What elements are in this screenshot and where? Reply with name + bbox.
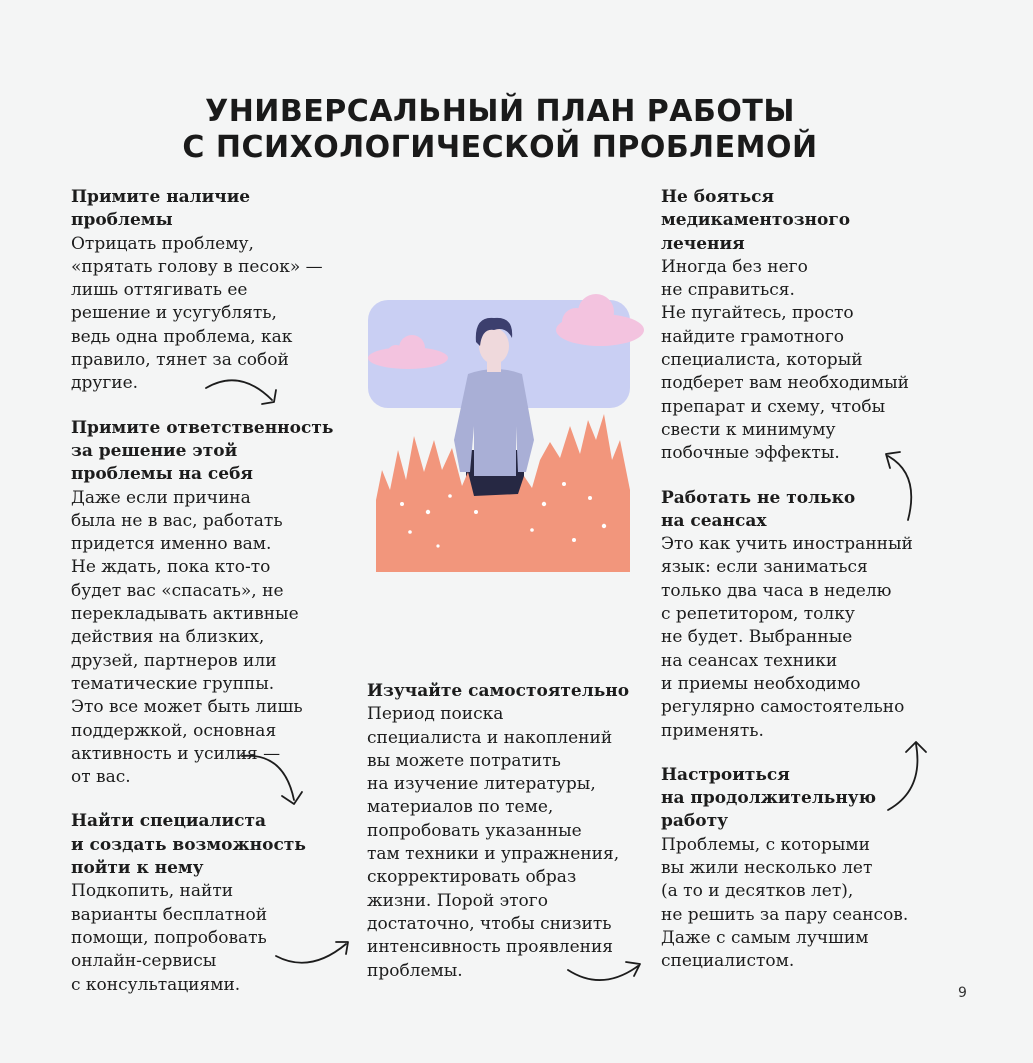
body-line: от вас. <box>71 767 131 788</box>
body-line: друзей, партнеров или <box>71 650 277 671</box>
illustration-person-in-grass <box>368 290 644 580</box>
step-heading <box>71 810 361 880</box>
body-line: и приемы необходимо <box>661 673 861 694</box>
step-heading <box>367 680 657 703</box>
body-line: правило, тянет за собой <box>71 350 289 371</box>
body-line: поддержкой, основная <box>71 720 277 741</box>
body-line: перекладывать активные <box>71 604 299 625</box>
curved-arrow-icon <box>272 932 356 976</box>
body-line: язык: если заниматься <box>661 557 868 578</box>
curved-arrow-icon <box>238 748 310 814</box>
curved-arrow-icon <box>878 442 928 526</box>
step-heading <box>661 186 951 256</box>
heading-line: проблемы <box>71 210 173 231</box>
heading-line: Настроиться <box>661 764 790 785</box>
body-line: не справиться. <box>661 280 795 301</box>
body-line: Не ждать, пока кто-то <box>71 557 271 578</box>
heading-line: на сеансах <box>661 510 767 531</box>
step-body <box>661 834 951 974</box>
right-column <box>661 186 951 995</box>
body-line: ведь одна проблема, как <box>71 326 293 347</box>
body-line: онлайн-сервисы <box>71 951 217 972</box>
body-line: скорректировать образ <box>367 867 577 888</box>
heading-line: на продолжительную <box>661 788 877 809</box>
body-line: Это как учить иностранный <box>661 534 913 555</box>
body-line: регулярно самостоятельно <box>661 697 905 718</box>
heading-line: Не бояться <box>661 187 775 207</box>
body-line: действия на близких, <box>71 627 265 648</box>
body-line: варианты бесплатной <box>71 904 268 925</box>
body-line: была не в вас, работать <box>71 510 283 531</box>
body-line: вы можете потратить <box>367 750 561 771</box>
curved-arrow-icon <box>564 950 648 994</box>
body-line: будет вас «спасать», не <box>71 580 284 601</box>
body-line: Не пугайтесь, просто <box>661 303 854 324</box>
body-line: побочные эффекты. <box>661 443 840 464</box>
heading-line: медикаментозного <box>661 210 851 231</box>
body-line: достаточно, чтобы снизить <box>367 913 612 934</box>
body-line: там техники и упражнения, <box>367 844 620 865</box>
heading-line: за решение этой <box>71 440 238 461</box>
body-line: специалиста, который <box>661 350 863 371</box>
heading-line: лечения <box>661 233 745 254</box>
step-body <box>661 256 951 466</box>
body-line: не решить за пару сеансов. <box>661 904 909 925</box>
body-line: с консультациями. <box>71 974 241 995</box>
page-number: 9 <box>958 985 967 1001</box>
heading-line: проблемы на себя <box>71 464 253 485</box>
heading-line: и создать возможность <box>71 834 306 855</box>
body-line: другие. <box>71 373 139 394</box>
body-line: найдите грамотного <box>661 326 844 347</box>
body-line: Даже если причина <box>71 487 251 508</box>
body-line: активность и усилия — <box>71 743 281 764</box>
heading-line: Найти специалиста <box>71 811 267 832</box>
page-title <box>0 94 1000 166</box>
body-line: специалиста и накоплений <box>367 727 613 748</box>
body-line: попробовать указанные <box>367 820 582 841</box>
step-heading <box>71 417 361 487</box>
curved-arrow-icon <box>880 734 940 816</box>
heading-line: Примите ответственность <box>71 417 334 438</box>
body-line: подберет вам необходимый <box>661 373 909 394</box>
body-line: интенсивность проявления <box>367 937 614 958</box>
heading-line: Примите наличие <box>71 187 251 207</box>
step-body <box>367 703 657 983</box>
body-line: придется именно вам. <box>71 534 272 555</box>
body-line: решение и усугублять, <box>71 303 277 324</box>
step-self-study <box>367 680 657 983</box>
step-body <box>71 487 361 790</box>
heading-line: Работать не только <box>661 487 856 508</box>
curved-arrow-icon <box>200 370 290 420</box>
body-line: с репетитором, толку <box>661 604 855 625</box>
body-line: жизни. Порой этого <box>367 890 548 911</box>
body-line: материалов по теме, <box>367 797 554 818</box>
body-line: препарат и схему, чтобы <box>661 396 886 417</box>
body-line: тематические группы. <box>71 673 275 694</box>
body-line: Даже с самым лучшим <box>661 927 869 948</box>
step-accept-responsibility <box>71 417 361 790</box>
left-column <box>71 186 361 1018</box>
body-line: Это все может быть лишь <box>71 697 303 718</box>
heading-line: работу <box>661 811 728 832</box>
body-line: на сеансах техники <box>661 650 838 671</box>
body-line: Подкопить, найти <box>71 881 234 902</box>
body-line: (а то и десятков лет), <box>661 881 854 902</box>
body-line: не будет. Выбранные <box>661 627 853 648</box>
body-line: Период поиска <box>367 704 504 725</box>
heading-line: Изучайте самостоятельно <box>367 681 630 701</box>
step-accept-problem <box>71 186 361 396</box>
body-line: только два часа в неделю <box>661 580 892 601</box>
body-line: Проблемы, с которыми <box>661 834 870 855</box>
body-line: свести к минимуму <box>661 419 836 440</box>
step-medication <box>661 186 951 466</box>
body-line: применять. <box>661 720 764 741</box>
body-line: лишь оттягивать ее <box>71 280 248 301</box>
step-heading <box>71 186 361 233</box>
step-body <box>661 533 951 743</box>
body-line: проблемы. <box>367 960 463 981</box>
body-line: Отрицать проблему, <box>71 233 254 254</box>
title-line-2: С ПСИХОЛОГИЧЕСКОЙ ПРОБЛЕМОЙ <box>182 130 818 165</box>
body-line: специалистом. <box>661 951 795 972</box>
body-line: на изучение литературы, <box>367 774 596 795</box>
body-line: помощи, попробовать <box>71 927 267 948</box>
body-line: вы жили несколько лет <box>661 858 873 879</box>
body-line: Иногда без него <box>661 256 808 277</box>
title-line-1: УНИВЕРСАЛЬНЫЙ ПЛАН РАБОТЫ <box>205 94 795 129</box>
body-line: «прятать голову в песок» — <box>71 256 323 277</box>
heading-line: пойти к нему <box>71 858 204 879</box>
